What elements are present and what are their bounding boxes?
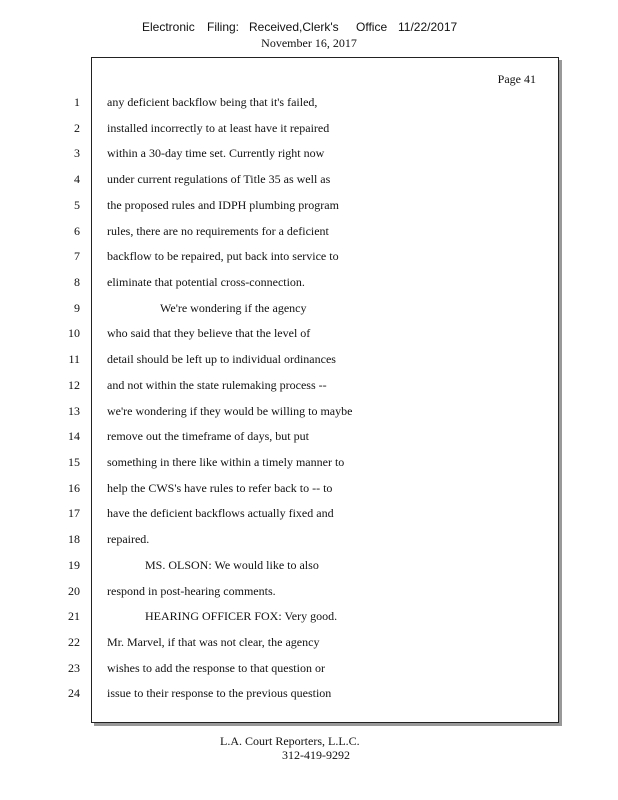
line-text: help the CWS's have rules to refer back to -- to [107,481,333,495]
line-text: we're wondering if they would be willing to maybe [107,404,353,418]
line-text: respond in post-hearing comments. [107,584,276,598]
stamp-date: 11/22/2017 [398,20,458,34]
transcript-line [0,172,600,188]
page-number: Page 41 [497,72,536,86]
transcript-line [0,326,600,342]
transcript-line [0,532,600,548]
stamp-word: Filing: [207,20,240,34]
line-text: who said that they believe that the level of [107,326,311,340]
transcript-line [0,121,600,137]
transcript-line [0,481,600,497]
line-text: wishes to add the response to that question or [107,661,325,675]
line-number: 12 [68,378,80,392]
transcript-line [0,661,600,677]
transcript-line [0,404,600,420]
line-text: something in there like within a timely manner to [107,455,345,469]
line-text: any deficient backflow being that it's failed, [107,95,318,109]
transcript-line [0,635,600,651]
line-number: 5 [74,198,80,212]
line-text: backflow to be repaired, put back into service to [107,249,339,263]
line-text: detail should be left up to individual ordinances [107,352,336,366]
line-text: the proposed rules and IDPH plumbing program [107,198,339,212]
stamp-word: Office [356,20,388,34]
line-number: 9 [74,301,80,315]
transcript-line [0,95,600,111]
transcript-line [0,275,600,291]
line-number: 13 [68,404,80,418]
transcript-line [0,584,600,600]
line-text: rules, there are no requirements for a deficient [107,224,329,238]
line-text: repaired. [107,532,150,546]
line-number: 1 [74,95,80,109]
line-text: within a 30-day time set. Currently right now [107,146,325,160]
stamp-word: Electronic [142,20,195,34]
court-reporter-name: L.A. Court Reporters, L.L.C. [220,734,360,748]
line-number: 19 [68,558,80,572]
line-number: 3 [74,146,80,160]
line-text: under current regulations of Title 35 as well as [107,172,331,186]
transcript-line [0,224,600,240]
line-text: HEARING OFFICER FOX: Very good. [145,609,338,623]
line-number: 16 [68,481,80,495]
line-text: and not within the state rulemaking process -- [107,378,327,392]
line-number: 11 [68,352,80,366]
line-number: 22 [68,635,80,649]
transcript-line [0,301,600,317]
line-number: 24 [68,686,80,700]
line-text: Mr. Marvel, if that was not clear, the agency [107,635,320,649]
transcript-date: November 16, 2017 [261,36,357,50]
line-number: 17 [68,506,80,520]
line-number: 15 [68,455,80,469]
transcript-line [0,352,600,368]
transcript-line [0,686,600,702]
transcript-line [0,455,600,471]
stamp-word: Received,Clerk's [249,20,339,34]
line-number: 20 [68,584,80,598]
line-text: issue to their response to the previous question [107,686,332,700]
line-number: 8 [74,275,80,289]
line-number: 14 [68,429,80,443]
line-number: 2 [74,121,80,135]
transcript-line [0,429,600,445]
line-number: 18 [68,532,80,546]
line-text: remove out the timeframe of days, but put [107,429,309,443]
transcript-line [0,146,600,162]
line-text: have the deficient backflows actually fixed and [107,506,334,520]
line-number: 10 [68,326,80,340]
transcript-line [0,558,600,574]
line-number: 23 [68,661,80,675]
line-number: 4 [74,172,80,186]
line-number: 7 [74,249,80,263]
court-reporter-phone: 312-419-9292 [282,748,350,762]
line-text: We're wondering if the agency [160,301,307,315]
transcript-line [0,198,600,214]
line-number: 6 [74,224,80,238]
line-text: MS. OLSON: We would like to also [145,558,319,572]
transcript-line [0,506,600,522]
transcript-line [0,249,600,265]
line-text: eliminate that potential cross-connection. [107,275,305,289]
transcript-line [0,378,600,394]
transcript-line [0,609,600,625]
line-text: installed incorrectly to at least have it repaired [107,121,330,135]
line-number: 21 [68,609,80,623]
